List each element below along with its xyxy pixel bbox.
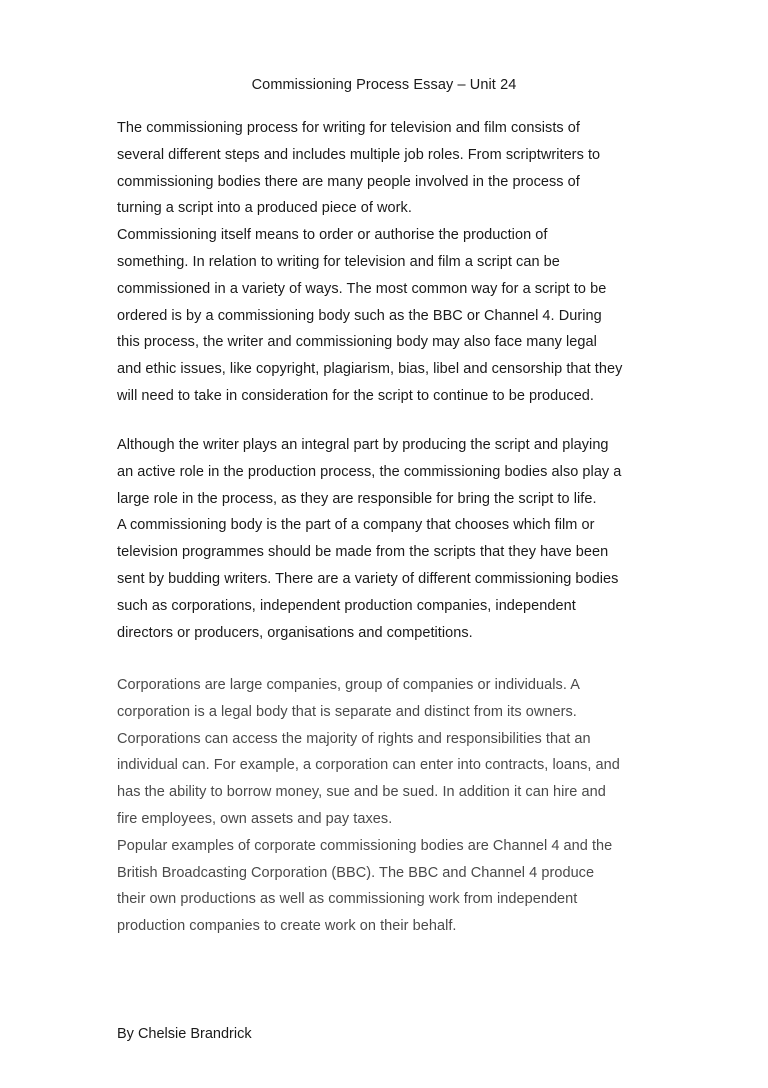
text-line: large role in the process, as they are responsible for bring the script to life. — [117, 490, 597, 507]
text-line: production companies to create work on their behalf. — [117, 918, 457, 935]
text-line: British Broadcasting Corporation (BBC). The BBC and Channel 4 produce — [117, 864, 595, 881]
text-line: commissioned in a variety of ways. The most common way for a script to be — [117, 280, 607, 297]
text-line: Corporations can access the majority of rights and responsibilities that an — [117, 730, 591, 747]
paragraph-block-intro — [117, 115, 662, 410]
text-line: The commissioning process for writing for television and film consists of — [117, 120, 580, 136]
text-line: sent by budding writers. There are a variety of different commissioning bodies — [117, 570, 619, 587]
paragraph-block-corporations — [117, 672, 662, 940]
author-footer: By Chelsie Brandrick — [117, 1026, 252, 1042]
text-line: commissioning bodies there are many people involved in the process of — [117, 173, 580, 190]
text-line: this process, the writer and commissioning body may also face many legal — [117, 334, 597, 351]
text-line: television programmes should be made from the scripts that they have been — [117, 544, 609, 561]
text-line: Corporations are large companies, group of companies or individuals. A — [117, 677, 580, 693]
document-title: Commissioning Process Essay – Unit 24 — [251, 77, 517, 93]
text-line: Commissioning itself means to order or authorise the production of — [117, 227, 548, 244]
text-line: an active role in the production process, the commissioning bodies also play a — [117, 463, 622, 480]
text-line: directors or producers, organisations and competitions. — [117, 624, 473, 641]
text-line: corporation is a legal body that is separate and distinct from its owners. — [117, 703, 577, 720]
text-line: such as corporations, independent production companies, independent — [117, 597, 576, 614]
text-line: Popular examples of corporate commissioning bodies are Channel 4 and the — [117, 837, 613, 854]
paragraph-block-commissioning-bodies — [117, 432, 662, 646]
text-line: will need to take in consideration for the script to continue to be produced. — [117, 387, 594, 404]
text-line: individual can. For example, a corporation can enter into contracts, loans, and — [117, 757, 620, 774]
text-line: turning a script into a produced piece of work. — [117, 200, 412, 217]
text-line: several different steps and includes multiple job roles. From scriptwriters to — [117, 146, 601, 163]
text-line: fire employees, own assets and pay taxes. — [117, 810, 393, 827]
text-line: something. In relation to writing for television and film a script can be — [117, 253, 560, 270]
text-line: has the ability to borrow money, sue and be sued. In addition it can hire and — [117, 784, 606, 801]
text-line: their own productions as well as commissioning work from independent — [117, 891, 578, 908]
text-line: and ethic issues, like copyright, plagiarism, bias, libel and censorship that they — [117, 361, 623, 378]
text-line: ordered is by a commissioning body such as the BBC or Channel 4. During — [117, 307, 602, 324]
text-line: A commissioning body is the part of a company that chooses which film or — [117, 517, 595, 534]
text-line: Although the writer plays an integral part by producing the script and playing — [117, 437, 609, 453]
